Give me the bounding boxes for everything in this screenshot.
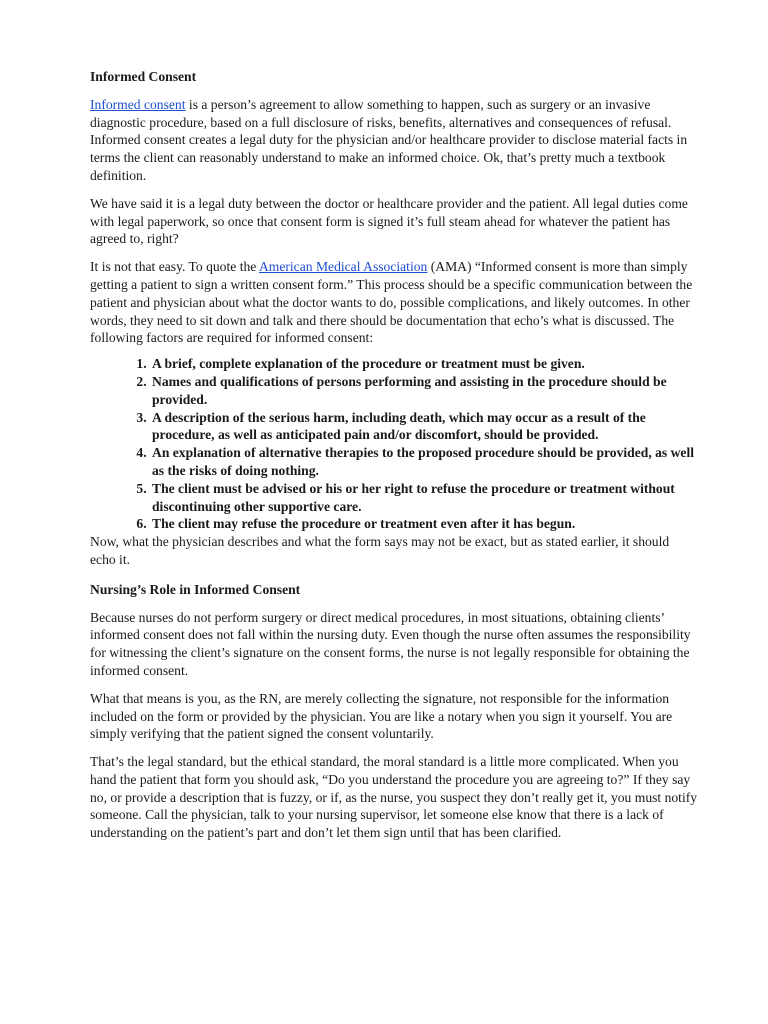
list-item: 5. The client must be advised or his or her right to refuse the procedure or treatment without discontinuing other supportive care.: [150, 480, 698, 516]
section-heading-nursing-role: Nursing’s Role in Informed Consent: [90, 581, 301, 597]
informed-consent-link[interactable]: Informed consent: [90, 96, 186, 112]
list-item: 6. The client may refuse the procedure or treatment even after it has begun.: [150, 515, 698, 533]
paragraph-rn-signature: What that means is you, as the RN, are merely collecting the signature, not responsible for the information included on the form or provided by the physician. You are like a notary when you sign it yourself. You are simply verifying that the patient signed the consent voluntarily.: [90, 690, 673, 742]
paragraph-ama-quote: [90, 258, 698, 347]
paragraph-echo: Now, what the physician describes and what the form says may not be exact, but as stated earlier, it should echo it.: [90, 534, 670, 567]
paragraph-definition: [90, 96, 698, 185]
paragraph-ama-after: (AMA) “Informed consent is more than simply getting a patient to sign a written consent form.” This process should be a specific communication between the patient and physician about what the doctor wants to do, possible complications, and likely outcomes. In other words, they need to sit down and talk and there should be documentation that echo’s what is discussed. The following factors are required for informed consent:: [90, 259, 693, 346]
section-heading-informed-consent: Informed Consent: [90, 69, 197, 84]
list-item: 3. A description of the serious harm, including death, which may occur as a result of the procedure, as well as anticipated pain and/or discomfort, should be provided.: [150, 409, 698, 445]
paragraph-ama-before: It is not that easy. To quote the: [90, 259, 259, 275]
list-item: 2. Names and qualifications of persons performing and assisting in the procedure should be provided.: [150, 373, 698, 409]
ama-link[interactable]: American Medical Association: [258, 259, 428, 275]
paragraph-definition-text: is a person’s agreement to allow something to happen, such as surgery or an invasive diagnostic procedure, based on a full disclosure of risks, benefits, alternatives and consequences of refusal. Informed consent creates a legal duty for the physician and/or healthcare provider to disclose material facts in terms the client can reasonably understand to make an informed choice. Ok, that’s pretty much a textbook definition.: [90, 96, 688, 183]
list-item: 1. A brief, complete explanation of the procedure or treatment must be given.: [150, 355, 698, 373]
paragraph-nurses-duty: Because nurses do not perform surgery or direct medical procedures, in most situations, obtaining clients’ informed consent does not fall within the nursing duty. Even though the nurse often assumes the responsibility for witnessing the client’s signature on the consent forms, the nurse is not legally responsible for obtaining the informed consent.: [90, 609, 691, 678]
paragraph-legal-duty: We have said it is a legal duty between the doctor or healthcare provider and the patient. All legal duties come with legal paperwork, so once that consent form is signed it’s full steam ahead for whatever the patient has agreed to, right?: [90, 195, 688, 247]
paragraph-ethical-standard: That’s the legal standard, but the ethical standard, the moral standard is a little more complicated. When you hand the patient that form you should ask, “Do you understand the procedure you are agreeing to?” If they say no, or provide a description that is fuzzy, or if, as the nurse, you suspect they don’t really get it, you must notify someone. Call the physician, talk to your nursing supervisor, let someone else know that there is a lack of understanding on the patient’s part and don’t let them sign until that has been clarified.: [90, 754, 698, 841]
informed-consent-factors-list: [90, 355, 698, 533]
list-item: 4. An explanation of alternative therapies to the proposed procedure should be provided, as well as the risks of doing nothing.: [150, 444, 698, 480]
